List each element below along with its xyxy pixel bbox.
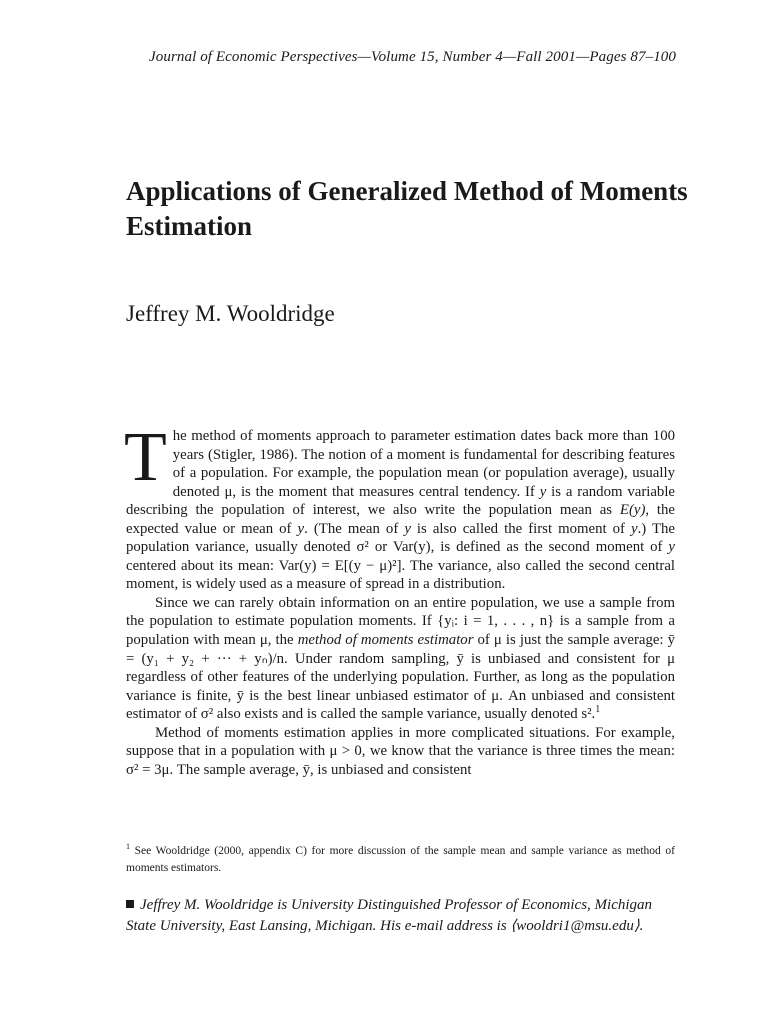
footnote-mark: 1 [126,842,130,852]
paragraph-3: Method of moments estimation applies in more complicated situations. For example, suppose that in a population with μ > 0, we know that the variance is three times the mean: σ² = 3μ. The sample average, ȳ, is unbiased and consistent [126,724,675,778]
para2-text-a: Since we can rarely obtain information on an entire population, we use a sample from the population to estimate population moments. If {yᵢ: i = 1, . . . , n} is a sample from a population with mean μ, the [126,594,675,649]
article-body [124,419,676,779]
var-y: y [631,520,638,537]
square-bullet-icon [126,900,134,908]
running-head: Journal of Economic Perspectives—Volume 15, Number 4—Fall 2001—Pages 87–100 [148,49,676,65]
article-title: Applications of Generalized Method of Moments Estimation [126,176,688,241]
author-name: Jeffrey M. Wooldridge [126,301,335,326]
expected-value: E(y) [619,502,646,519]
var-y: y [539,483,547,500]
author-note [126,895,675,937]
para1-text-g: centered about its mean: Var(y) = E[(y − μ)²]. The variance, also called the second central moment, is widely used as a measure of spread in a distribution. [126,557,675,593]
footnote-ref: 1 [595,704,601,716]
para2-text-b: of μ is just the sample average: ȳ = (y₁ + y₂ + ··· + yₙ)/n. Under random sampling, ȳ is unbiased and consistent for μ regardless of other features of the underlying population. Further, as long as the population variance is finite, ȳ is the best linear unbiased estimator of μ. An unbiased and consistent estimator of σ² also exists and is called the sample variance, usually denoted s². [126,632,675,723]
para1-text-d: . (The mean of [304,520,405,537]
para1-text-c: , the expected value or mean of [126,502,675,537]
para1-text-e: is also called the first moment of [410,520,632,537]
footnote [126,843,675,877]
para1-text-b: is a random variable describing the population of interest, we also write the population mean as [126,483,675,519]
para1-text-a: he method of moments approach to parameter estimation dates back more than 100 years (Stigler, 1986). The notion of a moment is fundamental for describing features of a population. For example, the population mean (or population average), usually denoted μ, is the moment that measures central tendency. If [172,428,675,500]
para1-text-f: .) The population variance, usually denoted σ² or Var(y), is defined as the second moment of [126,520,676,556]
drop-cap: T [124,419,167,496]
author-note-text: Jeffrey M. Wooldridge is University Distinguished Professor of Economics, Michigan State University, East Lansing, Michigan. His e-mail address is ⟨wooldri1@msu.edu⟩. [126,897,653,934]
var-y: y [297,520,305,537]
var-y: y [404,520,411,537]
paragraph-2 [126,594,675,724]
var-y: y [668,539,675,556]
method-of-moments-term: method of moments estimator [297,632,474,649]
paragraph-1 [124,419,676,594]
footnote-text: See Wooldridge (2000, appendix C) for more discussion of the sample mean and sample variance as method of moments estimators. [126,845,675,874]
